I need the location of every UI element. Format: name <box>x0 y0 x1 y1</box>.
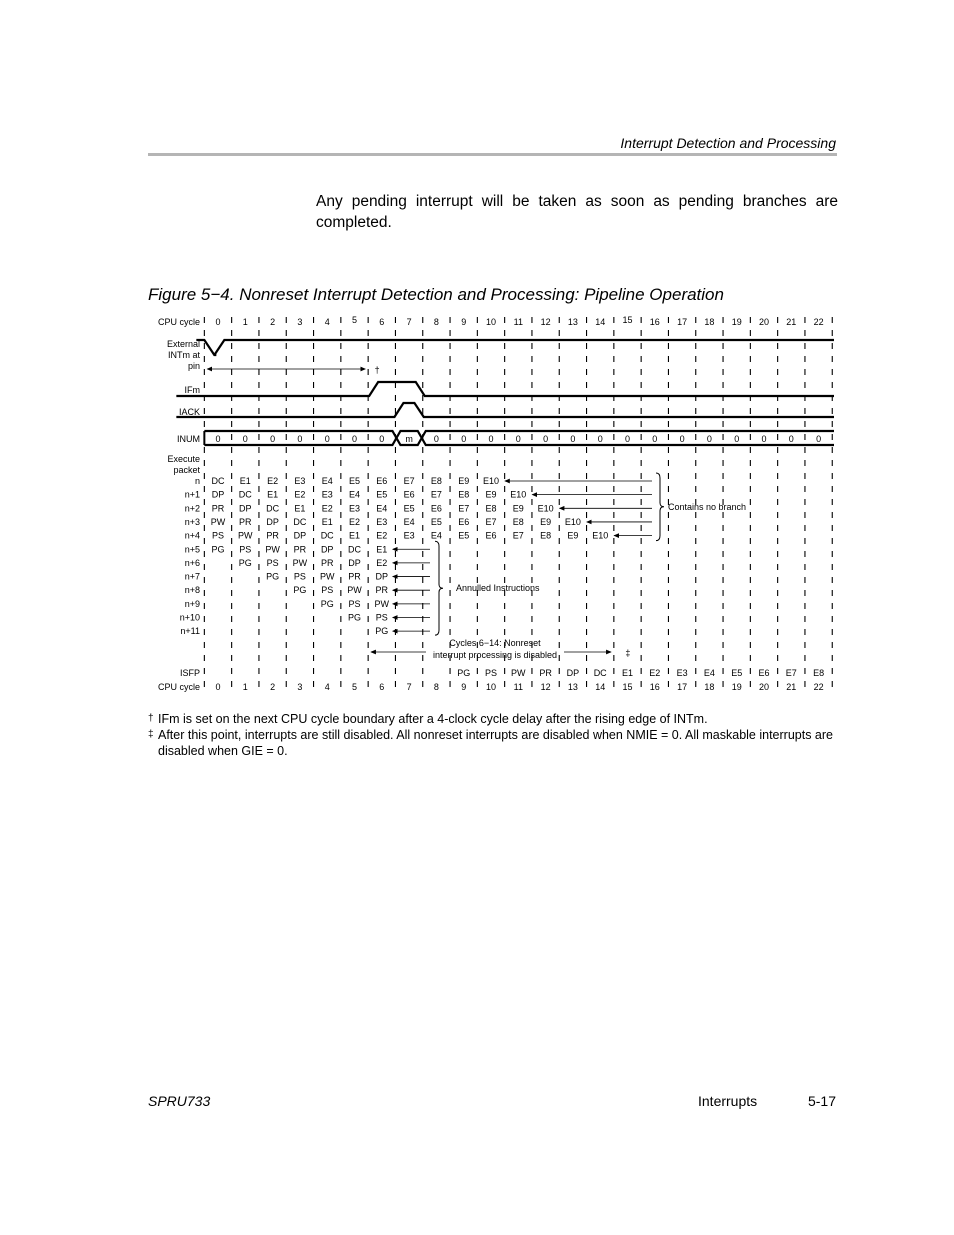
cycle-number-bottom: 5 <box>351 682 358 692</box>
pipeline-stage-cell: PR <box>293 544 307 555</box>
pipeline-stage-cell: PS <box>321 585 334 596</box>
cycle-number-top: 15 <box>622 315 633 325</box>
pipeline-stage-cell: E3 <box>403 530 415 541</box>
pipeline-stage-cell: E9 <box>540 516 552 527</box>
cycle-number-bottom: 17 <box>677 682 688 692</box>
pipeline-stage-cell: DC <box>320 530 334 541</box>
pipeline-stage-cell: E8 <box>540 530 552 541</box>
pipeline-stage-cell: DP <box>211 489 225 500</box>
cycle-number-bottom: 1 <box>242 682 248 692</box>
annulled-instructions-label: Annulled Instructions <box>456 583 540 594</box>
cycle-number-top: 6 <box>379 317 385 327</box>
row-label-inum: INUM <box>177 434 200 444</box>
pipeline-stage-cell: E8 <box>430 476 442 486</box>
dagger-mark: † <box>374 365 380 375</box>
pipeline-stage-cell: PG <box>347 612 362 623</box>
pipeline-stage-cell: PW <box>265 544 280 555</box>
intro-paragraph: Any pending interrupt will be taken as soon as pending branches are completed. <box>316 193 838 231</box>
inum-value: m <box>405 434 413 444</box>
packet-label: n+4 <box>184 530 200 541</box>
pipeline-stage-cell: DC <box>293 516 307 527</box>
footer-page-number: 5-17 <box>807 1093 836 1109</box>
isfp-stage-cell: PW <box>511 668 526 678</box>
inum-value: 0 <box>242 434 248 444</box>
row-label-execute-packet: packet <box>173 465 200 475</box>
isfp-stage-cell: PS <box>484 668 498 678</box>
pipeline-stage-cell: E4 <box>376 503 388 514</box>
pipeline-stage-cell: PR <box>320 557 334 568</box>
cycle-number-top: 8 <box>433 317 439 327</box>
pipeline-stage-cell: DP <box>293 530 307 541</box>
external-intm-high <box>214 340 834 355</box>
pipeline-stage-cell: PW <box>374 598 390 609</box>
packet-label: n+1 <box>184 489 200 500</box>
cycle-number-top: 7 <box>406 317 412 327</box>
inum-value: 0 <box>734 434 740 444</box>
pipeline-stage-cell: PR <box>348 571 361 582</box>
cycle-number-top: 5 <box>351 315 358 325</box>
footnote-dagger <box>148 711 839 727</box>
isfp-stage-cell: DP <box>566 668 580 678</box>
pipeline-stage-cell: DC <box>266 503 280 514</box>
pipeline-stage-cell: PG <box>211 544 225 555</box>
packet-label: n+8 <box>184 585 200 596</box>
pipeline-stage-cell: E5 <box>458 530 470 541</box>
pipeline-stage-cell: PR <box>375 585 389 596</box>
pipeline-stage-cell: E3 <box>294 476 306 486</box>
pipeline-stage-cell: PS <box>211 530 225 541</box>
pipeline-stage-cell: DP <box>348 557 361 568</box>
cycle-number-bottom: 6 <box>379 682 385 692</box>
pipeline-stage-cell: E6 <box>376 476 388 486</box>
pipeline-stage-cell: E6 <box>458 516 470 527</box>
row-label-cpu-cycle: CPU cycle <box>157 317 200 327</box>
cycle-number-top: 13 <box>567 317 578 327</box>
footnote-mark: † <box>148 713 154 724</box>
isfp-stage-cell: PG <box>457 668 471 678</box>
pipeline-stage-cell: E2 <box>348 516 361 527</box>
cycles-note-line-1: Cycles 6−14: Nonreset <box>449 638 541 648</box>
cycle-number-bottom: 2 <box>270 682 276 692</box>
isfp-stage-cell: E8 <box>813 668 825 678</box>
pipeline-stage-cell: PS <box>239 544 252 555</box>
cycle-number-bottom: 12 <box>540 682 551 692</box>
inum-value: 0 <box>706 434 712 444</box>
pipeline-stage-cell: PW <box>319 571 335 582</box>
cycle-number-top: 10 <box>485 317 497 327</box>
cycle-number-top: 19 <box>731 317 742 327</box>
pipeline-stage-cell: PR <box>266 530 279 541</box>
inum-value: 0 <box>543 434 549 444</box>
pipeline-stage-cell: E10 <box>482 476 500 486</box>
cycle-number-top: 17 <box>677 317 688 327</box>
pipeline-stage-cell: E10 <box>537 503 554 514</box>
cycle-number-bottom: 16 <box>649 682 660 692</box>
cycle-number-bottom: 19 <box>731 682 742 692</box>
diagram-annotations <box>207 365 746 660</box>
inum-value: 0 <box>624 434 631 444</box>
pipeline-stage-cell: E4 <box>321 476 333 486</box>
pipeline-stage-cell: E7 <box>430 489 442 500</box>
pipeline-stage-cell: E1 <box>267 489 279 500</box>
pipeline-stage-cell: E10 <box>510 489 527 500</box>
pipeline-stage-cell: E1 <box>239 476 251 486</box>
pipeline-stage-cell: PS <box>375 612 388 623</box>
pipeline-stage-cell: E2 <box>294 489 306 500</box>
pipeline-stage-cell: PG <box>375 626 389 637</box>
cycle-number-top: 2 <box>270 317 276 327</box>
packet-label: n+2 <box>184 503 200 514</box>
pipeline-stage-cell: E9 <box>485 489 497 500</box>
footnote-double-dagger <box>148 727 839 759</box>
pipeline-stage-cell: E7 <box>485 516 497 527</box>
footnote-text: IFm is set on the next CPU cycle boundary after a 4-clock cycle delay after the rising edge of INTm. <box>158 712 708 726</box>
packet-label: n+11 <box>180 626 200 637</box>
cycle-number-bottom: 8 <box>433 682 439 692</box>
cycle-number-bottom: 14 <box>595 682 606 692</box>
cycle-number-bottom: 0 <box>215 682 221 692</box>
inum-value: 0 <box>816 434 822 444</box>
inum-value: 0 <box>788 434 794 444</box>
pipeline-stage-cell: E3 <box>348 503 361 514</box>
inum-value: 0 <box>461 434 467 444</box>
isfp-stage-cell: DC <box>593 668 607 678</box>
pipeline-stage-cell: PS <box>266 557 279 568</box>
cycle-number-top: 0 <box>215 317 221 327</box>
row-label-execute-packet: Execute <box>167 454 200 464</box>
pipeline-stage-cell: E2 <box>376 530 388 541</box>
row-label-cpu-cycle-bottom: CPU cycle <box>157 682 200 692</box>
inum-value: 0 <box>297 434 303 444</box>
pipeline-stage-cell: PG <box>266 571 280 582</box>
pipeline-stage-cell: E4 <box>403 516 415 527</box>
inum-value: 0 <box>679 434 685 444</box>
pipeline-stage-cell: E7 <box>512 530 524 541</box>
cycle-number-top: 18 <box>704 317 715 327</box>
figure-title: Figure 5−4. Nonreset Interrupt Detection and Processing: Pipeline Operation <box>148 285 724 304</box>
pipeline-stage-cell: E8 <box>458 489 470 500</box>
pipeline-stage-cell: PG <box>238 557 252 568</box>
pipeline-stage-cell: PR <box>239 516 252 527</box>
cycle-number-top: 9 <box>461 317 467 327</box>
row-label-isfp: ISFP <box>179 668 200 678</box>
packet-label: n+3 <box>184 516 200 527</box>
cycle-number-bottom: 9 <box>461 682 467 692</box>
cycle-number-bottom: 11 <box>513 682 523 692</box>
row-label-external-intm: INTm at <box>167 350 200 360</box>
no-branch-brace <box>656 473 664 541</box>
packet-label: n+10 <box>179 612 200 623</box>
pipeline-stage-cell: DC <box>348 544 361 555</box>
cycle-number-top: 20 <box>758 317 770 327</box>
pipeline-stage-cell: E10 <box>592 530 609 541</box>
cycle-number-top: 21 <box>786 317 797 327</box>
pipeline-stage-cell: E5 <box>348 476 361 486</box>
pipeline-stage-cell: E3 <box>321 489 333 500</box>
pipeline-stage-cell: E1 <box>376 544 388 555</box>
cycle-number-bottom: 7 <box>406 682 412 692</box>
cycle-number-top: 1 <box>242 317 248 327</box>
cycle-number-top: 12 <box>540 317 551 327</box>
footer-chapter: Interrupts <box>698 1093 758 1109</box>
pipeline-stage-cell: E6 <box>430 503 442 514</box>
contains-no-branch-label: Contains no branch <box>668 501 747 512</box>
isfp-stage-cell: E1 <box>621 668 634 678</box>
cycles-note-line-2: interrupt processing is disabled <box>432 650 558 660</box>
cycle-number-bottom: 4 <box>324 682 330 692</box>
pipeline-stage-cell: E6 <box>485 530 497 541</box>
isfp-stage-cell: E3 <box>676 668 688 678</box>
row-label-external-intm: pin <box>187 361 200 371</box>
pipeline-stage-cell: PW <box>210 516 226 527</box>
inum-value: 0 <box>761 434 767 444</box>
pipeline-stage-cell: DP <box>239 503 252 514</box>
cycle-number-top: 22 <box>813 317 824 327</box>
pipeline-stage-cell: PW <box>347 585 362 596</box>
signal-waveforms <box>176 340 834 445</box>
inum-value: 0 <box>433 434 439 444</box>
pipeline-stage-cell: E4 <box>348 489 361 500</box>
pipeline-stage-cell: E9 <box>512 503 524 514</box>
cycle-number-top: 3 <box>297 317 303 327</box>
cycle-number-bottom: 18 <box>704 682 715 692</box>
packet-label: n+6 <box>184 557 200 568</box>
inum-value: 0 <box>570 434 576 444</box>
pipeline-stage-cell: PS <box>293 571 306 582</box>
pipeline-stage-cell: PW <box>238 530 253 541</box>
pipeline-stage-cell: E1 <box>294 503 306 514</box>
pipeline-stage-cell: DC <box>211 476 225 486</box>
isfp-stage-cell: E2 <box>649 668 661 678</box>
cycle-number-bottom: 20 <box>758 682 770 692</box>
cycle-number-top: 4 <box>324 317 330 327</box>
pipeline-stage-cell: DP <box>375 571 389 582</box>
cycle-number-top: 16 <box>649 317 660 327</box>
pipeline-stage-cell: E7 <box>458 503 470 514</box>
footnote-text: After this point, interrupts are still disabled. All nonreset interrupts are disabled when NMIE = 0. All maskable interrupts are disabled when GIE = 0. <box>158 728 833 758</box>
pipeline-stage-cell: DC <box>238 489 252 500</box>
footnote-mark: ‡ <box>148 729 154 740</box>
pipeline-stage-cell: PG <box>320 598 334 609</box>
pipeline-stage-cell: E1 <box>348 530 361 541</box>
inum-value: 0 <box>488 434 494 444</box>
cycle-number-top: 14 <box>595 317 606 327</box>
pipeline-stage-cell: PW <box>292 557 308 568</box>
cycle-number-top: 11 <box>513 317 523 327</box>
inum-value: 0 <box>351 434 358 444</box>
inum-value: 0 <box>379 434 385 444</box>
pipeline-stage-cell: PR <box>211 503 225 514</box>
pipeline-stage-cell: DP <box>320 544 334 555</box>
isfp-stage-cell: E6 <box>758 668 770 678</box>
pipeline-stage-cell: E10 <box>564 516 581 527</box>
pipeline-stage-cell: E5 <box>430 516 442 527</box>
pipeline-stage-cell: E9 <box>567 530 579 541</box>
pipeline-stage-cell: E7 <box>403 476 415 486</box>
isfp-stage-cell: E5 <box>731 668 743 678</box>
inum-value: 0 <box>652 434 658 444</box>
row-label-ifm: IFm <box>184 385 200 395</box>
cycle-number-bottom: 22 <box>813 682 824 692</box>
row-label-iack: IACK <box>178 407 200 417</box>
cycle-number-bottom: 3 <box>297 682 303 692</box>
pipeline-stage-cell: PG <box>293 585 307 596</box>
packet-label: n+7 <box>184 571 200 582</box>
pipeline-stage-cell: E6 <box>403 489 415 500</box>
cycle-number-bottom: 10 <box>485 682 497 692</box>
packet-label: n <box>194 476 200 486</box>
pipeline-stage-cell: E4 <box>430 530 442 541</box>
cycle-number-bottom: 21 <box>786 682 797 692</box>
isfp-stage-cell: PR <box>539 668 552 678</box>
cycle-number-bottom: 15 <box>622 682 633 692</box>
packet-label: n+9 <box>184 598 200 609</box>
inum-value: 0 <box>270 434 276 444</box>
pipeline-stage-cell: E5 <box>376 489 388 500</box>
packet-label: n+5 <box>184 544 200 555</box>
inum-value: 0 <box>215 434 221 444</box>
pipeline-stage-cell: E2 <box>267 476 279 486</box>
pipeline-stage-cell: DP <box>266 516 279 527</box>
pipeline-stage-cell: E9 <box>458 476 470 486</box>
row-label-external-intm: External <box>166 339 200 349</box>
running-header: Interrupt Detection and Processing <box>620 135 836 151</box>
cycle-number-bottom: 13 <box>567 682 578 692</box>
inum-value: 0 <box>597 434 603 444</box>
footer-doc-id: SPRU733 <box>148 1093 211 1109</box>
pipeline-stage-cell: E3 <box>376 516 388 527</box>
pipeline-stage-cell: E1 <box>321 516 333 527</box>
isfp-stage-cell: E7 <box>785 668 797 678</box>
isfp-stage-cell: E4 <box>703 668 715 678</box>
annulled-brace <box>435 541 443 635</box>
pipeline-stage-cell: E2 <box>376 557 388 568</box>
inum-value: 0 <box>515 434 521 444</box>
pipeline-stage-cell: E8 <box>485 503 497 514</box>
pipeline-stage-cell: E8 <box>512 516 524 527</box>
pipeline-stage-cell: PS <box>348 598 361 609</box>
pipeline-stage-cell: E5 <box>403 503 415 514</box>
pipeline-stage-cell: E2 <box>321 503 333 514</box>
inum-value: 0 <box>324 434 330 444</box>
double-dagger-mark: ‡ <box>625 648 631 658</box>
